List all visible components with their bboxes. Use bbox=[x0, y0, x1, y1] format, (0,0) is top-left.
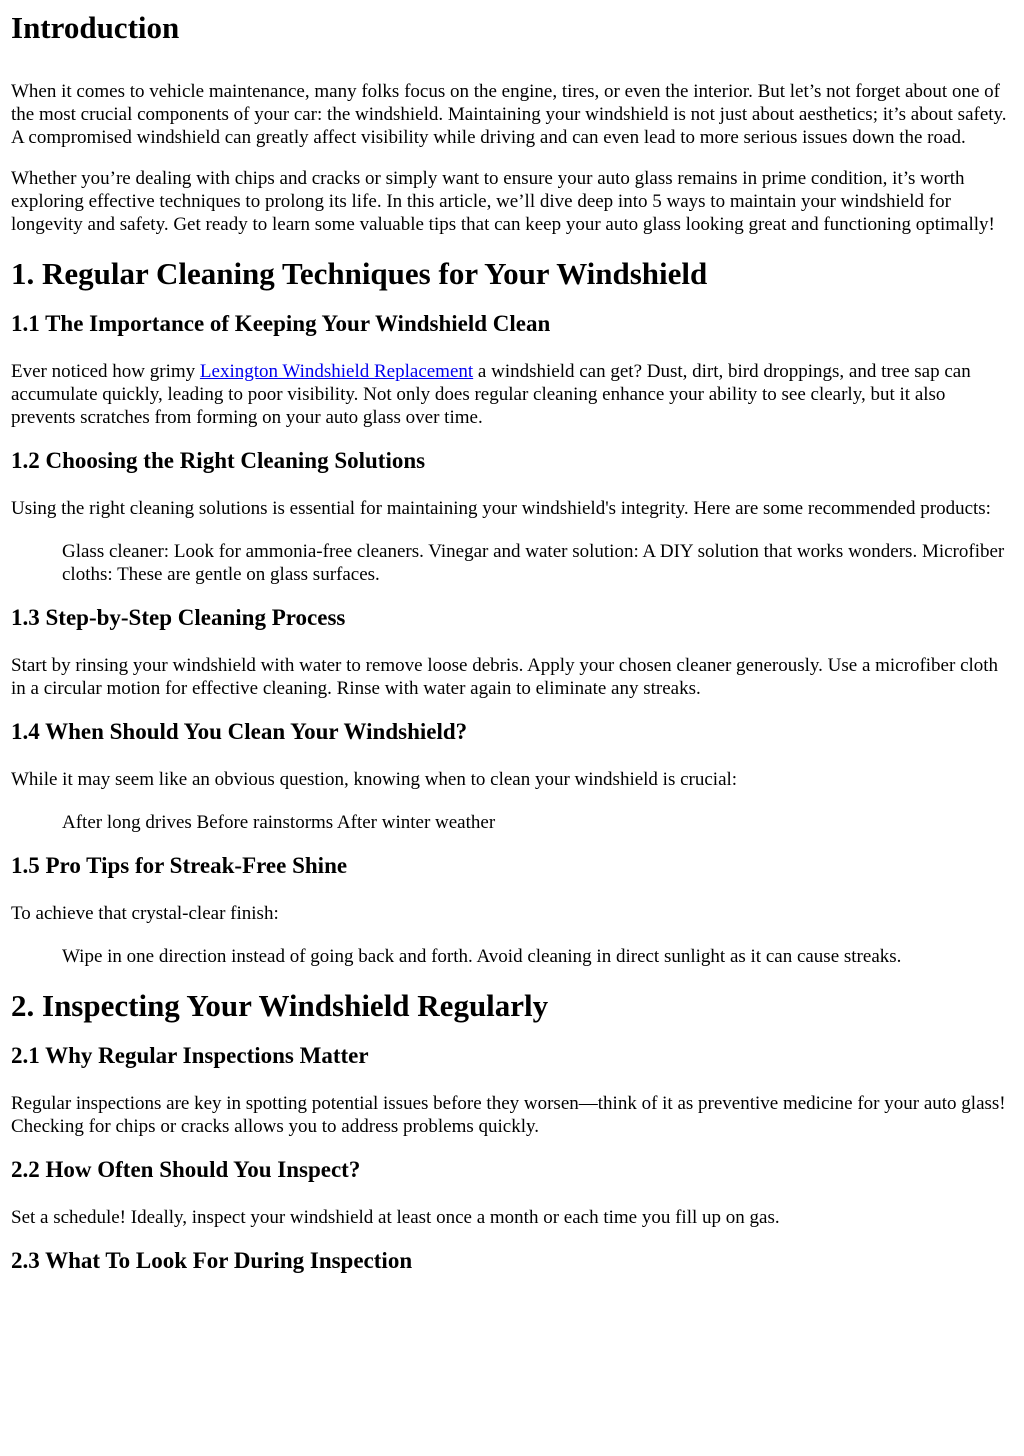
section-2-1-heading: 2.1 Why Regular Inspections Matter bbox=[11, 1043, 369, 1068]
section-1-2-list: Glass cleaner: Look for ammonia-free cleaners. Vinegar and water solution: A DIY solution that works wonders. Microfiber cloths: These are gentle on glass surfaces. bbox=[62, 541, 1005, 585]
section-1-heading: 1. Regular Cleaning Techniques for Your Windshield bbox=[11, 256, 708, 291]
section-1-2-heading: 1.2 Choosing the Right Cleaning Solutions bbox=[11, 448, 426, 473]
section-1-4-paragraph: While it may seem like an obvious question, knowing when to clean your windshield is crucial: bbox=[11, 769, 738, 790]
intro-heading: Introduction bbox=[11, 10, 180, 45]
text-before-link: Ever noticed how grimy bbox=[11, 361, 200, 382]
section-2-2-heading: 2.2 How Often Should You Inspect? bbox=[11, 1157, 361, 1182]
intro-paragraph-2: Whether you’re dealing with chips and cracks or simply want to ensure your auto glass remains in prime condition, it’s worth exploring effective techniques to prolong its life. In this article, we’ll dive deep into 5 ways to maintain your windshield for longevity and safety. Get ready to learn some valuable tips that can keep your auto glass looking great and functioning optimally! bbox=[11, 168, 995, 235]
lexington-windshield-replacement-link[interactable]: Lexington Windshield Replacement bbox=[199, 361, 474, 382]
text-after-link: a windshield can get? Dust, dirt, bird droppings, and tree sap can accumulate quickly, leading to poor visibility. Not only does regular cleaning enhance your ability to see clearly, but it also prevents scratches from forming on your auto glass over time. bbox=[11, 361, 971, 428]
section-1-3-heading: 1.3 Step-by-Step Cleaning Process bbox=[11, 605, 346, 630]
section-1-4-heading: 1.4 When Should You Clean Your Windshield? bbox=[11, 719, 468, 744]
article bbox=[0, 10, 1024, 1275]
section-1-5-heading: 1.5 Pro Tips for Streak-Free Shine bbox=[11, 853, 348, 878]
section-2-3-heading: 2.3 What To Look For During Inspection bbox=[11, 1248, 413, 1273]
section-2-2-paragraph: Set a schedule! Ideally, inspect your windshield at least once a month or each time you fill up on gas. bbox=[11, 1207, 780, 1228]
section-2-1-paragraph: Regular inspections are key in spotting potential issues before they worsen—think of it as preventive medicine for your auto glass! Checking for chips or cracks allows you to address problems quickly. bbox=[11, 1093, 1006, 1137]
section-1-1-paragraph bbox=[11, 360, 1014, 429]
section-1-1-heading: 1.1 The Importance of Keeping Your Windshield Clean bbox=[11, 311, 551, 336]
section-1-4-list: After long drives Before rainstorms After winter weather bbox=[62, 812, 496, 833]
section-2-heading: 2. Inspecting Your Windshield Regularly bbox=[11, 988, 549, 1023]
section-1-2-paragraph: Using the right cleaning solutions is essential for maintaining your windshield's integrity. Here are some recommended products: bbox=[11, 498, 991, 519]
section-1-5-list: Wipe in one direction instead of going back and forth. Avoid cleaning in direct sunlight as it can cause streaks. bbox=[62, 946, 902, 967]
intro-paragraph-1: When it comes to vehicle maintenance, many folks focus on the engine, tires, or even the interior. But let’s not forget about one of the most crucial components of your car: the windshield. Maintaining your windshield is not just about aesthetics; it’s about safety. A compromised windshield can greatly affect visibility while driving and can even lead to more serious issues down the road. bbox=[11, 81, 1007, 148]
section-1-3-paragraph: Start by rinsing your windshield with water to remove loose debris. Apply your chosen cleaner generously. Use a microfiber cloth in a circular motion for effective cleaning. Rinse with water again to eliminate any streaks. bbox=[11, 655, 999, 699]
section-1-5-paragraph: To achieve that crystal-clear finish: bbox=[11, 903, 279, 924]
